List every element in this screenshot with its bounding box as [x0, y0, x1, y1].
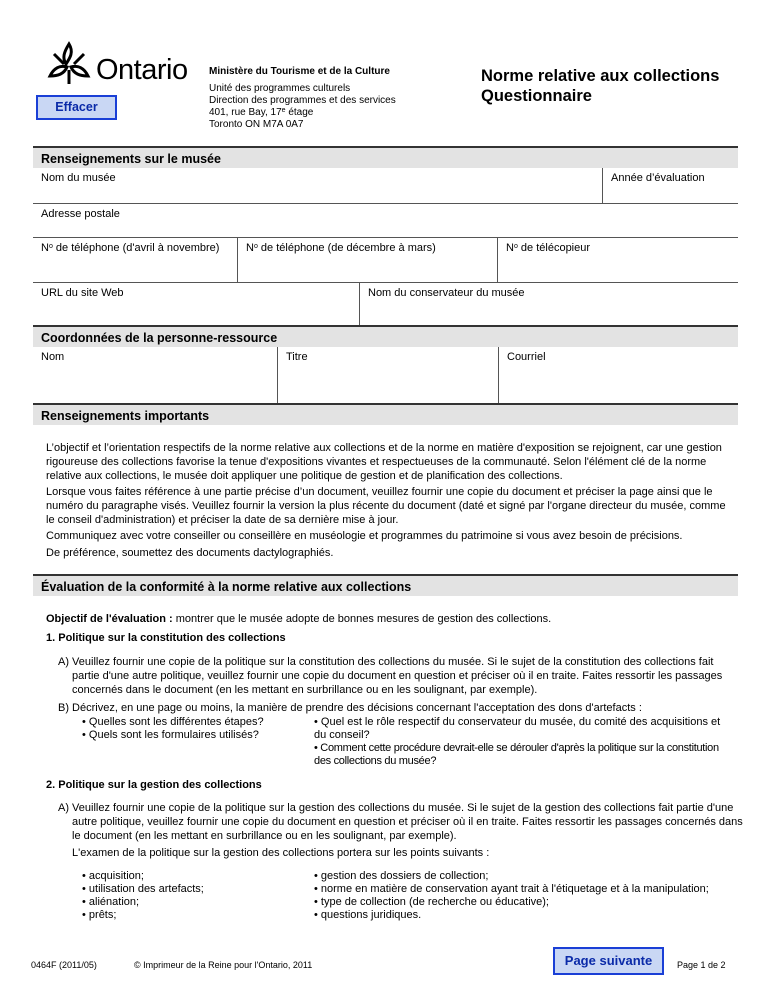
contact-heading: Coordonnées de la personne-ressource [33, 325, 738, 347]
fax-field[interactable]: $N^o$ de télécopieur [497, 238, 738, 283]
curator-name-field[interactable]: Nom du conservateur du musée [359, 283, 738, 325]
ministry-branch: Direction des programmes et des services [209, 95, 396, 106]
mailing-address-field[interactable]: Adresse postale [33, 204, 738, 238]
list-item: • prêts; [82, 909, 117, 921]
question-1b-left-list [82, 716, 302, 742]
question-1b-right-list [314, 716, 734, 768]
list-item: • Quels sont les formulaires utilisés? [82, 729, 259, 741]
ministry-block [209, 66, 439, 131]
museum-name-field[interactable]: Nom du musée [33, 168, 602, 204]
list-item: • acquisition; [82, 870, 144, 882]
list-item: • utilisation des artefacts; [82, 883, 204, 895]
question-1a: A) Veuillez fournir une copie de la politique sur la constitution des collections du musée. Si le sujet de la constitution des collections fait partie d'une autre politique, veuillez fournir une copie du document en question et préciser où il en traite. Faites ressortir les passages concernés dans le document (en les mettant en surbrillance ou en les soulignant, par exemple). [58, 656, 723, 696]
ministry-city: Toronto ON M7A 0A7 [209, 119, 304, 130]
question-2-left-list [82, 870, 302, 922]
next-page-button[interactable]: Page suivante [553, 947, 664, 975]
form-title: Norme relative aux collections Questionnaire [481, 67, 720, 105]
contact-title-field[interactable]: Titre [277, 347, 498, 403]
ministry-street: 401, rue Bay, 17e étage [209, 107, 314, 118]
list-item: • type de collection (de recherche ou éducative); [314, 896, 549, 908]
phone-apr-nov-field[interactable]: $N^o$ de téléphone (d'avril à novembre) [33, 238, 237, 283]
logo-wordmark: Ontario [96, 54, 188, 86]
list-item: • Quelles sont les différentes étapes? [82, 716, 264, 728]
important-paragraph-3: Communiquez avec votre conseiller ou conseillère en muséologie et programmes du patrimoine si vous avez besoin de précisions. [46, 530, 683, 542]
clear-button[interactable]: Effacer [36, 95, 117, 120]
question-2-review: L'examen de la politique sur la gestion des collections portera sur les points suivants : [72, 847, 490, 859]
list-item: • questions juridiques. [314, 909, 422, 921]
important-paragraph-1: L’objectif et l’orientation respectifs de la norme relative aux collections et de la norme en matière d'exposition se rejoignent, car une gestion rigoureuse des collections favorise la tenue d'expositions vivantes et respectueuses de la communauté. Selon l'élément clé de la norme relative aux collections, le musée doit appliquer une politique de gestion et de planification des collections. [46, 442, 722, 482]
copyright: © Imprimeur de la Reine pour l'Ontario, 2011 [134, 960, 313, 970]
list-item: • Comment cette procédure devrait-elle se dérouler d'après la politique sur la constitution des collections du musée? [314, 742, 719, 767]
list-item: • aliénation; [82, 896, 140, 908]
form-number: 0464F (2011/05) [31, 960, 97, 970]
question-2a: A) Veuillez fournir une copie de la politique sur la gestion des collections du musée. Si le sujet de la gestion des collections fait partie d'une autre politique, veuillez fournir une copie du document en question et préciser où il en traite. Faites ressortir les passages concernés dans le document (en les mettant en surbrillance ou en les soulignant, par exemple). [58, 802, 743, 842]
question-2-right-list [314, 870, 744, 922]
ministry-unit: Unité des programmes culturels [209, 83, 351, 94]
important-paragraph-2: Lorsque vous faites référence à une partie précise d’un document, veuillez fournir une copie du document et préciser la page ainsi que le numéro du paragraphe visés. Veuillez fournir la version la plus récente du document (daté et signé par l'organe directeur du musée, comme le conseil d'administration) et préciser la date de sa dernière mise à jour. [46, 486, 726, 526]
contact-name-field[interactable]: Nom [41, 351, 65, 363]
ontario-logo [44, 40, 194, 90]
compliance-heading: Évaluation de la conformité à la norme relative aux collections [33, 574, 738, 596]
important-heading: Renseignements importants [33, 403, 738, 425]
assessment-objective: Objectif de l'évaluation : montrer que le musée adopte de bonnes mesures de gestion des collections. [46, 613, 552, 625]
question-2-title: 2. Politique sur la gestion des collections [46, 779, 262, 791]
museum-info-heading: Renseignements sur le musée [33, 146, 738, 168]
trillium-icon [44, 40, 94, 88]
ministry-name: Ministère du Tourisme et de la Culture [209, 66, 390, 77]
question-1-title: 1. Politique sur la constitution des collections [46, 632, 286, 644]
list-item: • norme en matière de conservation ayant trait à l'étiquetage et à la manipulation; [314, 883, 709, 895]
assessment-year-field[interactable]: Année d’évaluation [602, 168, 738, 204]
important-paragraph-4: De préférence, soumettez des documents dactylographiés. [46, 547, 334, 559]
contact-email-field[interactable]: Courriel [498, 347, 738, 403]
phone-dec-mar-field[interactable]: $N^o$ de téléphone (de décembre à mars) [237, 238, 497, 283]
question-1b: B) Décrivez, en une page ou moins, la manière de prendre des décisions concernant l'acceptation des dons d'artefacts : [58, 702, 642, 714]
list-item: • Quel est le rôle respectif du conservateur du musée, du comité des acquisitions et du conseil? [314, 716, 721, 741]
list-item: • gestion des dossiers de collection; [314, 870, 489, 882]
website-field[interactable]: URL du site Web [41, 287, 124, 299]
page-info: Page 1 de 2 [677, 960, 726, 970]
